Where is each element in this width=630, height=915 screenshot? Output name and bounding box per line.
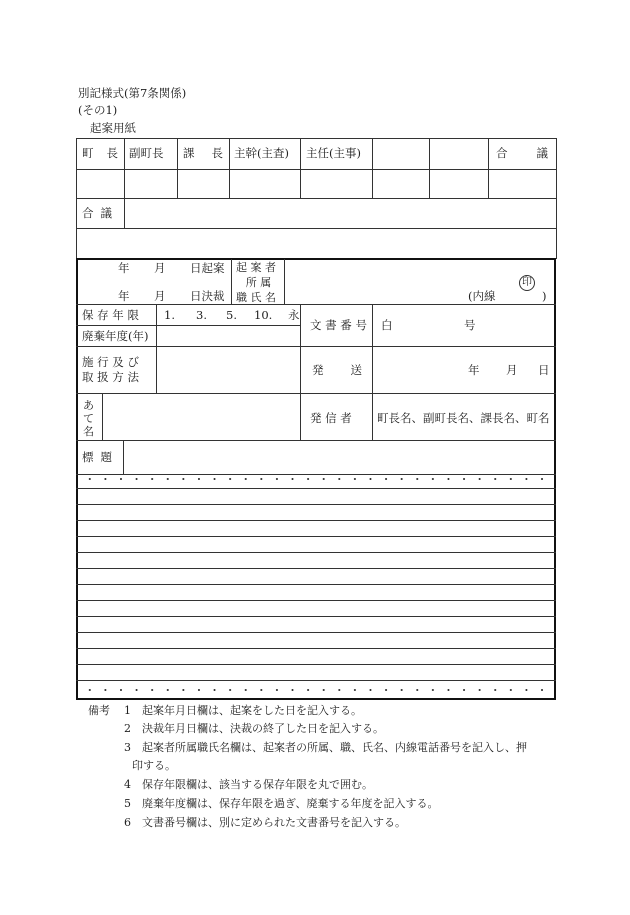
seal-mark: 印 <box>519 275 535 291</box>
remark-text-6: 文書番号欄は、別に定められた文書番号を記入する。 <box>142 816 406 829</box>
remark-text-3: 起案者所属職氏名欄は、起案者の所属、職、氏名、内線電話番号を記入し、押 <box>142 741 527 754</box>
retention-opt-3: 3. <box>196 308 207 322</box>
remarks-heading: 備考 <box>88 704 110 717</box>
addressee-char-1: あ <box>83 399 94 412</box>
draft-day: 日起案 <box>190 261 225 275</box>
decision-year: 年 <box>118 289 130 303</box>
retention-opt-5: 5. <box>226 308 237 322</box>
sender-label: 発 信 者 <box>310 411 352 425</box>
dispatch-day: 日 <box>538 363 550 377</box>
paper-name: 起案用紙 <box>90 121 136 135</box>
retention-opt-permanent: 永 <box>288 308 300 322</box>
doc-number-label: 文 書 番 号 <box>310 318 367 332</box>
approval-chief-clerk: 主任(主事) <box>306 146 361 160</box>
enforcement-label-2: 取 扱 方 法 <box>82 370 139 384</box>
dispatch-year: 年 <box>468 363 480 377</box>
approval-consult: 合 議 <box>496 146 548 160</box>
drafter-label: 起 案 者 <box>236 261 276 274</box>
doc-number-suffix: 号 <box>464 318 476 332</box>
enforcement-label-1: 施 行 及 び <box>82 355 139 369</box>
form-subtitle: (その1) <box>78 103 118 117</box>
remark-num-5: 5 <box>124 797 131 810</box>
remark-num-6: 6 <box>124 816 131 829</box>
remark-num-4: 4 <box>124 778 131 791</box>
consult-label: 合 議 <box>82 206 112 220</box>
draft-month: 月 <box>154 261 166 275</box>
approval-deputy-mayor: 副町長 <box>129 146 164 160</box>
name-label: 職 氏 名 <box>236 291 276 304</box>
remark-text-5: 廃棄年度欄は、保存年限を過ぎ、廃棄する年度を記入する。 <box>142 797 439 810</box>
doc-number-prefix: 白 <box>381 318 393 332</box>
remark-num-1: 1 <box>124 704 131 717</box>
dispatch-month: 月 <box>506 363 518 377</box>
drafting-form <box>76 138 556 700</box>
remark-text-1: 起案年月日欄は、起案をした日を記入する。 <box>142 704 362 717</box>
decision-day: 日決裁 <box>190 289 225 303</box>
draft-year: 年 <box>118 261 130 275</box>
approval-mayor: 町 長 <box>82 146 118 160</box>
remark-num-3: 3 <box>124 741 131 754</box>
extension-close: ) <box>542 289 547 303</box>
retention-opt-1: 1. <box>164 308 175 322</box>
remark-text-2: 決裁年月日欄は、決裁の終了した日を記入する。 <box>142 722 384 735</box>
body-dot-row-top <box>82 476 550 482</box>
approval-supervisor: 主幹(主査) <box>234 146 289 160</box>
approval-section-chief: 課 長 <box>183 146 223 160</box>
retention-label: 保 存 年 限 <box>82 308 139 322</box>
retention-opt-10: 10. <box>254 308 273 322</box>
disposal-year-label: 廃棄年度(年) <box>82 329 149 343</box>
remark-text-4: 保存年限欄は、該当する保存年限を丸で囲む。 <box>142 778 373 791</box>
sender-value: 町長名、副町長名、課長名、町名 <box>377 411 550 425</box>
affiliation-label: 所 属 <box>245 276 272 289</box>
dispatch-label: 発 送 <box>312 363 362 377</box>
decision-month: 月 <box>154 289 166 303</box>
remark-num-2: 2 <box>124 722 131 735</box>
subject-label: 標 題 <box>82 450 112 464</box>
remark-text-3-cont: 印する。 <box>132 759 176 772</box>
addressee-char-3: 名 <box>83 425 94 438</box>
form-title: 別記様式(第7条関係) <box>78 86 187 100</box>
body-dot-row-bottom <box>82 687 550 693</box>
addressee-char-2: て <box>83 412 94 425</box>
extension-label: (内線 <box>468 289 496 303</box>
